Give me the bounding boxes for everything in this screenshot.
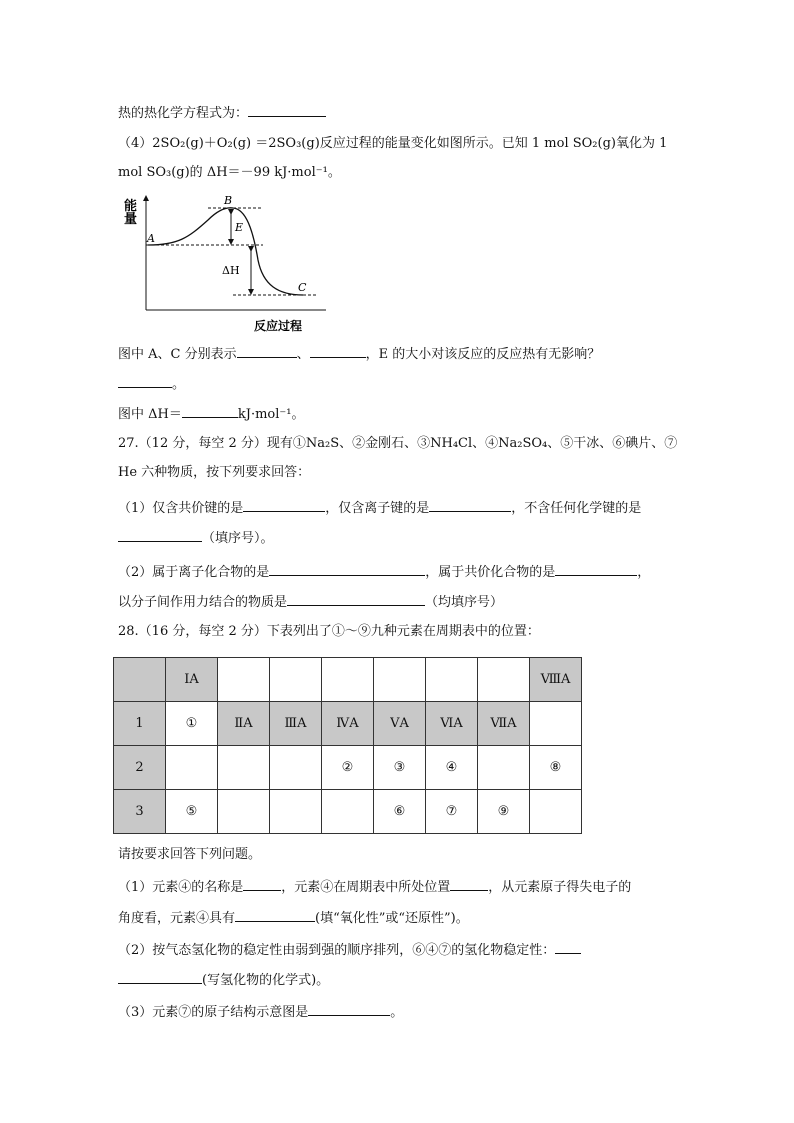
table-cell: ⅤA <box>374 702 426 746</box>
q27-part2-line: （2）属于离子化合物的是 ，属于共价化合物的是 ， <box>118 561 676 583</box>
table-cell <box>322 790 374 834</box>
answer-blank[interactable] <box>287 591 425 606</box>
q27-line-2: He 六种物质，按下列要求回答： <box>118 465 311 480</box>
answer-blank[interactable] <box>248 102 326 117</box>
table-cell <box>478 658 530 702</box>
answer-blank[interactable] <box>118 969 202 984</box>
q28-part2-line-2: (写氢化物的化学式)。 <box>118 969 676 991</box>
label-b: B <box>224 194 233 207</box>
table-cell: 3 <box>114 790 166 834</box>
table-cell <box>322 658 374 702</box>
table-cell <box>530 790 582 834</box>
q4-question-line-2: 。 <box>118 373 676 395</box>
heat-equation-line: 热的热化学方程式为： <box>118 102 676 124</box>
q27-part1-line-2: （填序号）。 <box>118 527 676 549</box>
periodic-table <box>113 657 582 834</box>
answer-blank[interactable] <box>118 527 202 542</box>
y-axis-label-2: 量 <box>124 212 138 227</box>
q28-instruction: 请按要求回答下列问题。 <box>118 847 262 862</box>
answer-blank[interactable] <box>237 343 297 358</box>
table-cell <box>270 746 322 790</box>
table-cell: 1 <box>114 702 166 746</box>
q27-part1-line: （1）仅含共价键的是 ，仅含离子键的是 ，不含任何化学键的是 <box>118 497 676 519</box>
table-row <box>114 702 582 746</box>
y-axis-label-1: 能 <box>124 199 138 214</box>
table-cell: ① <box>166 702 218 746</box>
q28-part3-line: （3）元素⑦的原子结构示意图是 。 <box>118 1001 676 1023</box>
table-cell <box>218 790 270 834</box>
answer-blank[interactable] <box>269 561 425 576</box>
answer-blank[interactable] <box>555 939 581 954</box>
label-e: E <box>235 221 244 234</box>
table-cell <box>374 658 426 702</box>
table-cell <box>166 746 218 790</box>
q27-part2-line-2: 以分子间作用力结合的物质是 （均填序号） <box>118 591 676 613</box>
q28-part1-line: （1）元素④的名称是 ，元素④在周期表中所处位置 ，从元素原子得失电子的 <box>118 876 676 898</box>
table-cell <box>530 702 582 746</box>
table-cell: ⅥA <box>426 702 478 746</box>
q4-line-1: （4）2SO₂(g)＋O₂(g) ＝2SO₃(g)反应过程的能量变化如图所示。已知 1 mol SO₂(g)氧化为 1 <box>118 136 668 151</box>
table-cell: ③ <box>374 746 426 790</box>
answer-blank[interactable] <box>308 1001 390 1016</box>
x-axis-label: 反应过程 <box>254 319 303 333</box>
table-cell <box>426 658 478 702</box>
q4-question-line-1: 图中 A、C 分别表示 、 ，E 的大小对该反应的反应热有无影响？ <box>118 343 676 365</box>
answer-blank[interactable] <box>429 497 511 512</box>
answer-blank[interactable] <box>555 561 637 576</box>
table-cell: 2 <box>114 746 166 790</box>
q4-question-line-3: 图中 ΔH＝ kJ·mol⁻¹。 <box>118 403 676 425</box>
table-row <box>114 790 582 834</box>
q4-line-2: mol SO₃(g)的 ΔH＝－99 kJ·mol⁻¹。 <box>118 165 341 180</box>
table-cell: ⑤ <box>166 790 218 834</box>
table-cell: ⑦ <box>426 790 478 834</box>
table-cell: ⑨ <box>478 790 530 834</box>
table-cell: ⅣA <box>322 702 374 746</box>
label-a: A <box>147 232 155 245</box>
answer-blank[interactable] <box>118 373 172 388</box>
table-cell <box>218 746 270 790</box>
table-cell: ⅦA <box>478 702 530 746</box>
q28-part1-line-2: 角度看，元素④具有 (填“氧化性”或“还原性”)。 <box>118 907 676 929</box>
answer-blank[interactable] <box>450 876 488 891</box>
q28-part2-line: （2）按气态氢化物的稳定性由弱到强的顺序排列，⑥④⑦的氢化物稳定性： <box>118 939 676 961</box>
table-cell <box>270 658 322 702</box>
table-cell: ⑥ <box>374 790 426 834</box>
table-cell: ⅠA <box>166 658 218 702</box>
q28-title: 28.（16 分，每空 2 分）下表列出了①～⑨九种元素在周期表中的位置： <box>118 624 540 639</box>
answer-blank[interactable] <box>310 343 366 358</box>
table-cell: ④ <box>426 746 478 790</box>
answer-blank[interactable] <box>243 876 281 891</box>
table-cell: ⅢA <box>270 702 322 746</box>
table-cell: ⅡA <box>218 702 270 746</box>
table-cell <box>270 790 322 834</box>
label-dh: ΔH <box>222 264 240 277</box>
answer-blank[interactable] <box>235 907 315 922</box>
energy-diagram <box>118 190 328 338</box>
answer-blank[interactable] <box>243 497 325 512</box>
table-row <box>114 746 582 790</box>
q27-line-1: 27.（12 分，每空 2 分）现有①Na₂S、②金刚石、③NH₄Cl、④Na₂SO₄、⑤干冰、⑥碘片、⑦ <box>118 436 678 451</box>
label-c: C <box>298 281 307 294</box>
table-row <box>114 658 582 702</box>
table-cell <box>114 658 166 702</box>
energy-curve <box>148 208 303 295</box>
table-cell <box>478 746 530 790</box>
table-cell: ② <box>322 746 374 790</box>
table-cell: ⅧA <box>530 658 582 702</box>
table-cell: ⑧ <box>530 746 582 790</box>
answer-blank[interactable] <box>182 403 238 418</box>
table-cell <box>218 658 270 702</box>
